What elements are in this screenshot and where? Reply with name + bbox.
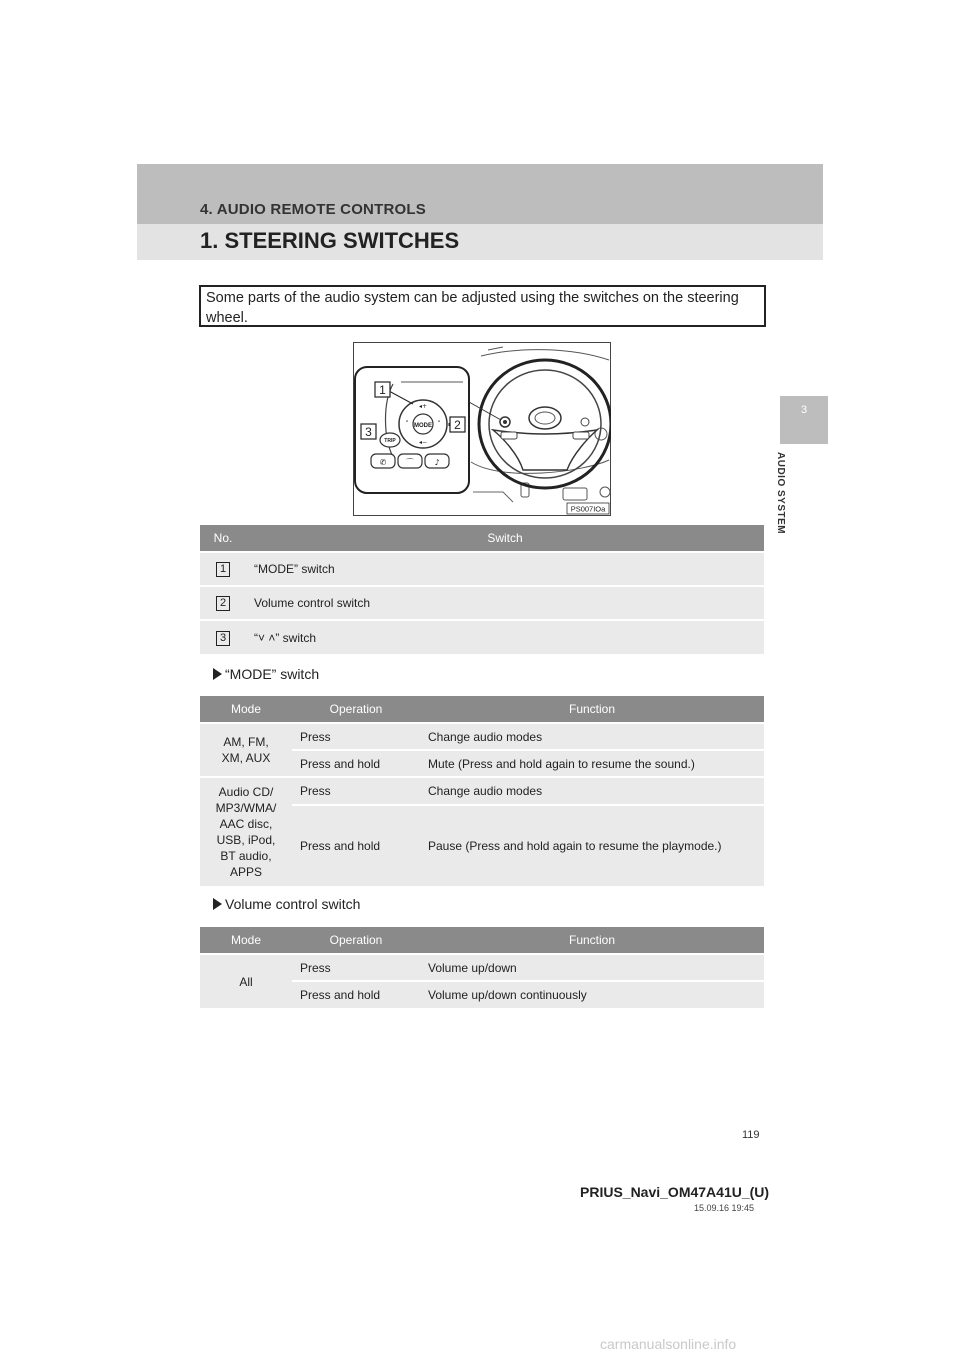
steering-wheel-illustration	[353, 342, 611, 516]
number-box: 2	[216, 596, 230, 611]
callout-2: 2	[454, 418, 461, 432]
switch-cell: “MODE” switch	[246, 552, 764, 586]
trip-button-label: TRIP	[384, 438, 396, 444]
chapter-label: AUDIO SYSTEM	[775, 452, 786, 535]
mode-cell: AM, FM, XM, AUX	[200, 723, 292, 777]
mode-cell: All	[200, 954, 292, 1008]
steering-wheel-figure	[353, 342, 611, 516]
function-cell: Volume up/down	[420, 954, 764, 981]
bullet-arrow-icon	[213, 668, 222, 680]
col-header-switch: Switch	[246, 525, 764, 552]
function-cell: Mute (Press and hold again to resume the sound.)	[420, 750, 764, 777]
operation-cell: Press	[292, 777, 420, 805]
document-date: 15.09.16 19:45	[693, 1203, 754, 1213]
page-number: 119	[742, 1129, 760, 1141]
bullet-arrow-icon	[213, 898, 222, 910]
col-header-mode: Mode	[200, 696, 292, 723]
mode-button-label: MODE	[414, 423, 432, 429]
mode-switch-table	[200, 696, 764, 886]
table-row	[200, 620, 764, 654]
figure-code: PS007IOa	[570, 504, 606, 514]
volume-switch-table	[200, 927, 764, 1008]
col-header-mode: Mode	[200, 927, 292, 954]
svg-text:◂−: ◂−	[418, 439, 428, 446]
function-cell: Pause (Press and hold again to resume the playmode.)	[420, 805, 764, 887]
svg-text:♪: ♪	[434, 458, 440, 467]
col-header-no: No.	[200, 525, 246, 552]
switch-table	[200, 525, 764, 654]
function-cell: Change audio modes	[420, 777, 764, 805]
col-header-function: Function	[420, 696, 764, 723]
table-row	[200, 723, 764, 750]
number-box: 1	[216, 562, 230, 577]
svg-text:✆: ✆	[379, 458, 387, 467]
section-label: 4. AUDIO REMOTE CONTROLS	[200, 201, 426, 218]
table-row	[200, 954, 764, 981]
volume-switch-heading-text: Volume control switch	[225, 896, 361, 912]
mode-switch-heading-text: “MODE” switch	[225, 666, 320, 682]
operation-cell: Press	[292, 723, 420, 750]
svg-text:˄: ˄	[437, 420, 441, 428]
callout-1: 1	[379, 383, 386, 397]
col-header-operation: Operation	[292, 927, 420, 954]
intro-box: Some parts of the audio system can be adjusted using the switches on the steering wheel.	[199, 285, 766, 327]
col-header-function: Function	[420, 927, 764, 954]
function-cell: Change audio modes	[420, 723, 764, 750]
operation-cell: Press and hold	[292, 805, 420, 887]
mode-switch-heading	[213, 666, 319, 682]
mode-cell: Audio CD/ MP3/WMA/ AAC disc, USB, iPod, BT audio, APPS	[200, 777, 292, 886]
chapter-number: 3	[800, 404, 808, 416]
table-row	[200, 586, 764, 620]
number-box: 3	[216, 631, 230, 646]
svg-text:⌒: ⌒	[406, 458, 414, 467]
function-cell: Volume up/down continuously	[420, 981, 764, 1008]
col-header-operation: Operation	[292, 696, 420, 723]
chapter-label-wrap	[775, 452, 795, 552]
svg-text:◂+: ◂+	[418, 403, 428, 410]
table-row	[200, 552, 764, 586]
svg-text:˅: ˅	[405, 420, 409, 428]
switch-cell: “˅ ˄” switch	[246, 620, 764, 654]
operation-cell: Press and hold	[292, 981, 420, 1008]
operation-cell: Press	[292, 954, 420, 981]
table-row	[200, 777, 764, 805]
callout-3: 3	[365, 425, 372, 439]
page-title: 1. STEERING SWITCHES	[200, 228, 460, 253]
volume-switch-heading	[213, 896, 360, 912]
operation-cell: Press and hold	[292, 750, 420, 777]
document-id: PRIUS_Navi_OM47A41U_(U)	[580, 1184, 770, 1200]
switch-cell: Volume control switch	[246, 586, 764, 620]
watermark: carmanualsonline.info	[600, 1336, 737, 1352]
